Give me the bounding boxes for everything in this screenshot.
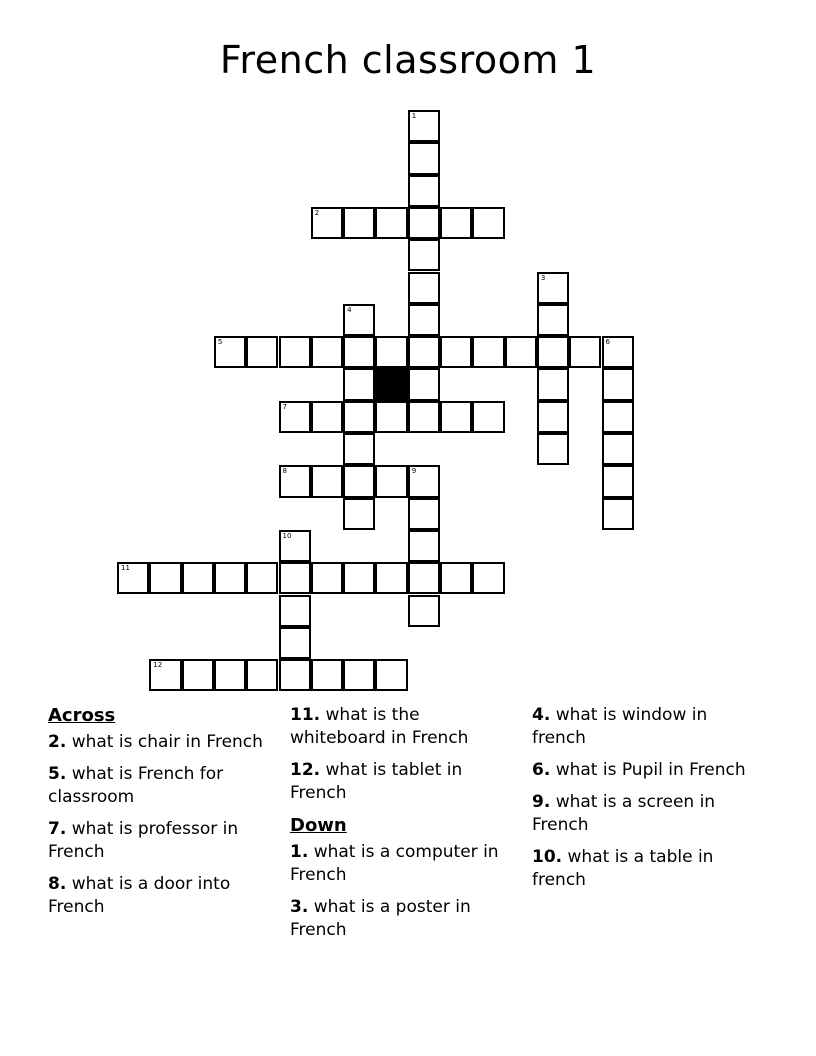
grid-cell[interactable] (279, 627, 311, 659)
grid-cell[interactable] (246, 562, 278, 594)
black-cell (375, 368, 407, 400)
clue-across-12: 12. what is tablet in French (290, 760, 463, 803)
grid-cell[interactable] (408, 239, 440, 271)
grid-cell[interactable] (472, 336, 504, 368)
grid-cell[interactable] (440, 562, 472, 594)
grid-cell[interactable] (279, 562, 311, 594)
clue-across-5: 5. what is French for classroom (48, 764, 224, 807)
grid-cell[interactable] (279, 595, 311, 627)
grid-cell[interactable] (182, 659, 214, 691)
cell-number: 11 (121, 564, 130, 573)
grid-cell[interactable] (279, 530, 311, 562)
grid-cell[interactable] (279, 465, 311, 497)
grid-cell[interactable] (375, 336, 407, 368)
grid-cell[interactable] (117, 562, 149, 594)
grid-cell[interactable] (408, 368, 440, 400)
grid-cell[interactable] (279, 659, 311, 691)
cell-number: 10 (282, 531, 292, 540)
clue-down-9: 9. what is a screen in French (532, 792, 716, 835)
grid-cell[interactable] (279, 336, 311, 368)
cell-number: 7 (282, 402, 287, 411)
cell-number: 6 (605, 338, 610, 347)
grid-cell[interactable] (505, 336, 537, 368)
grid-cell[interactable] (343, 498, 375, 530)
cell-number: 5 (217, 338, 223, 347)
grid-cell[interactable] (537, 272, 569, 304)
grid-cell[interactable] (472, 401, 504, 433)
clue-column-1 (48, 704, 273, 928)
cell-number: 1 (411, 112, 417, 120)
grid-cell[interactable] (311, 465, 343, 497)
grid-cell[interactable] (149, 562, 181, 594)
cell-number: 3 (540, 273, 546, 282)
grid-cell[interactable] (440, 401, 472, 433)
grid-cell[interactable] (602, 498, 634, 530)
grid-cell[interactable] (472, 207, 504, 239)
grid-cell[interactable] (343, 465, 375, 497)
grid-cell[interactable] (375, 659, 407, 691)
clue-column-2 (290, 704, 515, 951)
clue-column-3 (532, 704, 757, 901)
grid-cell[interactable] (408, 175, 440, 207)
grid-cell[interactable] (408, 142, 440, 174)
grid-cell[interactable] (440, 336, 472, 368)
grid-cell[interactable] (343, 336, 375, 368)
across-heading: Across (48, 705, 116, 726)
grid-cell[interactable] (375, 562, 407, 594)
grid-cell[interactable] (537, 304, 569, 336)
grid-cell[interactable] (408, 530, 440, 562)
cell-number: 8 (282, 467, 287, 476)
clue-across-7: 7. what is professor in French (48, 819, 239, 862)
cell-number: 2 (314, 208, 320, 217)
grid-cell[interactable] (408, 304, 440, 336)
grid-cell[interactable] (311, 562, 343, 594)
grid-cell[interactable] (343, 207, 375, 239)
cell-number: 12 (153, 661, 163, 670)
grid-cell[interactable] (149, 659, 181, 691)
grid-cell[interactable] (537, 433, 569, 465)
grid-cell[interactable] (214, 562, 246, 594)
grid-cell[interactable] (602, 433, 634, 465)
grid-cell[interactable] (408, 336, 440, 368)
clue-down-4: 4. what is window in french (532, 705, 708, 748)
grid-cell[interactable] (440, 207, 472, 239)
grid-cell[interactable] (408, 465, 440, 497)
grid-cell[interactable] (375, 401, 407, 433)
grid-cell[interactable] (311, 659, 343, 691)
grid-cell[interactable] (537, 401, 569, 433)
grid-cell[interactable] (214, 336, 246, 368)
clue-down-6: 6. what is Pupil in French (532, 760, 746, 780)
grid-cell[interactable] (408, 401, 440, 433)
grid-cell[interactable] (408, 207, 440, 239)
clue-down-3: 3. what is a poster in French (290, 897, 471, 940)
grid-cell[interactable] (602, 368, 634, 400)
grid-cell[interactable] (214, 659, 246, 691)
grid-cell[interactable] (602, 465, 634, 497)
puzzle-title: French classroom 1 (219, 38, 597, 82)
grid-cell[interactable] (343, 433, 375, 465)
grid-cell[interactable] (311, 401, 343, 433)
grid-cell[interactable] (408, 110, 440, 142)
grid-cell[interactable] (343, 659, 375, 691)
grid-cell[interactable] (472, 562, 504, 594)
grid-cell[interactable] (246, 336, 278, 368)
grid-cell[interactable] (343, 562, 375, 594)
grid-cell[interactable] (602, 336, 634, 368)
grid-cell[interactable] (408, 498, 440, 530)
clue-across-11: 11. what is the whiteboard in French (290, 705, 469, 748)
grid-cell[interactable] (311, 207, 343, 239)
cell-number: 4 (347, 305, 352, 314)
clue-down-1: 1. what is a computer in French (290, 842, 499, 885)
grid-cell[interactable] (375, 207, 407, 239)
grid-cell[interactable] (408, 562, 440, 594)
grid-cell[interactable] (343, 401, 375, 433)
down-heading: Down (290, 815, 347, 836)
grid-cell[interactable] (602, 401, 634, 433)
cell-number: 9 (411, 467, 417, 476)
crossword-grid (117, 110, 637, 695)
clue-across-2: 2. what is chair in French (48, 732, 263, 752)
grid-cell[interactable] (279, 401, 311, 433)
grid-cell[interactable] (375, 465, 407, 497)
clue-down-10: 10. what is a table in french (532, 847, 714, 890)
grid-cell[interactable] (537, 336, 569, 368)
grid-cell[interactable] (343, 368, 375, 400)
grid-cell[interactable] (343, 304, 375, 336)
grid-cell[interactable] (246, 659, 278, 691)
grid-cell[interactable] (408, 272, 440, 304)
grid-cell[interactable] (537, 368, 569, 400)
grid-cell[interactable] (311, 336, 343, 368)
clue-across-8: 8. what is a door into French (48, 874, 231, 917)
grid-cell[interactable] (182, 562, 214, 594)
grid-cell[interactable] (408, 595, 440, 627)
grid-cell[interactable] (569, 336, 601, 368)
